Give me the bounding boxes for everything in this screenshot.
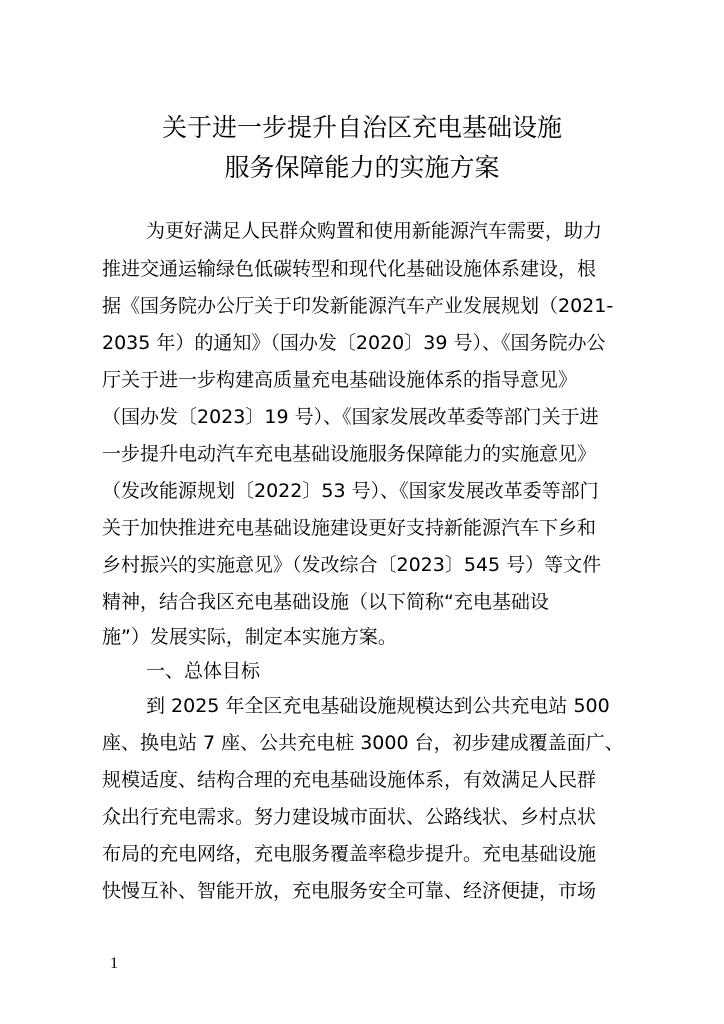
body-line: 座、换电站 7 座、公共充电桩 3000 台，初步建成覆盖面广、: [102, 732, 624, 754]
body-line: 乡村振兴的实施意见》（发改综合〔2023〕545 号）等文件: [102, 554, 602, 576]
body-line: 众出行充电需求。努力建设城市面状、公路线状、乡村点状: [102, 806, 597, 828]
body-line: 为更好满足人民群众购置和使用新能源汽车需要，助力: [146, 220, 603, 242]
body-line: （发改能源规划〔2022〕53 号）、《国家发展改革委等部门: [102, 480, 599, 502]
body-line: 快慢互补、智能开放，充电服务安全可靠、经济便捷，市场: [102, 880, 597, 902]
body-line: 厅关于进一步构建高质量充电基础设施体系的指导意见》: [102, 369, 578, 391]
page-number: 1: [110, 955, 118, 972]
body-line: 据《国务院办公厅关于印发新能源汽车产业发展规划（2021-: [102, 295, 614, 317]
body-line: （国办发〔2023〕19 号）、《国家发展改革委等部门关于进: [102, 406, 599, 428]
body-line: 到 2025 年全区充电基础设施规模达到公共充电站 500: [146, 695, 610, 717]
section-heading: 一、总体目标: [146, 660, 261, 682]
body-line: 推进交通运输绿色低碳转型和现代化基础设施体系建设，根: [102, 258, 597, 280]
body-line: 一步提升电动汽车充电基础设施服务保障能力的实施意见》: [102, 443, 597, 465]
body-line: 施”）发展实际，制定本实施方案。: [102, 626, 397, 648]
body-line: 精神，结合我区充电基础设施（以下简称“充电基础设: [102, 591, 549, 613]
document-title-line-1: 关于进一步提升自治区充电基础设施: [161, 113, 562, 142]
body-line: 布局的充电网络，充电服务覆盖率稳步提升。充电基础设施: [102, 843, 597, 865]
document-title-line-2: 服务保障能力的实施方案: [224, 153, 500, 182]
body-line: 关于加快推进充电基础设施建设更好支持新能源汽车下乡和: [102, 517, 597, 539]
body-line: 规模适度、结构合理的充电基础设施体系，有效满足人民群: [102, 769, 597, 791]
body-line: 2035 年）的通知》（国办发〔2020〕39 号）、《国务院办公: [102, 332, 606, 354]
